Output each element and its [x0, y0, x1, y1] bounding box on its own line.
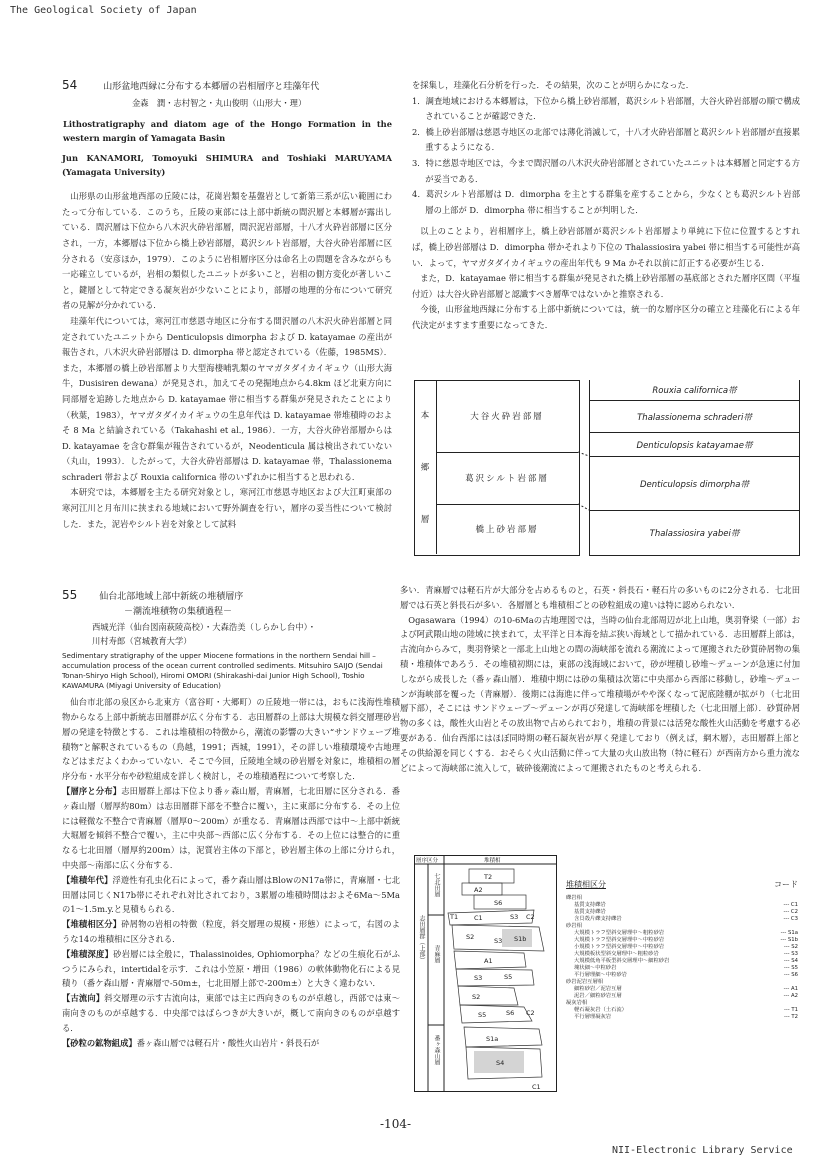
legend-code-header: コード	[774, 880, 798, 889]
legend-label: 含貝殻片礫支持礫岩	[574, 916, 622, 922]
paragraph: 斜交層理の示す古流向は，東部では主に西向きのものが卓越し，西部では東～南向きのものが卓越する．中央部ではばらつきが大きいが，概して南向きのものが卓越する．	[62, 993, 400, 1033]
legend-label: 大規模低角平板型斜交層理中～細粒砂岩	[574, 958, 670, 964]
legend-code: --- S5	[783, 965, 798, 971]
facies-label: C1	[532, 1083, 541, 1091]
facies-label: S1b	[514, 935, 527, 943]
paragraph: 本研究では，本郷層を主たる研究対象とし，寒河江市慈恩寺地区および大江町東部の寒河江川と月布川に挟まれる地域において野外調査を行い，層序の妥当性について検討した．また，泥岩やシルト岩を対象として試料	[62, 487, 392, 529]
legend-label: 細粒砂岩／泥岩互層	[574, 986, 622, 992]
member-label: 葛沢シルト岩部層	[465, 474, 549, 484]
list-item: 2．橋上砂岩部層は慈恩寺地区の北部では薄化消滅して，十八才火砕岩部層と葛沢シルト岩部層が直接累重するようになる．	[412, 126, 800, 153]
section-heading: 【堆積相区分】	[62, 919, 122, 930]
paragraph: 多い．青麻層では軽石片が大部分を占めるものと，石英・斜長石・軽石片の多いものに2分される．七北田層では石英と斜長石が多い．各層層とも堆積相ごとの砂粒組成の違いは特に認められない．	[400, 585, 800, 610]
facies-label: A2	[474, 886, 483, 894]
paragraph: 志田層群上部は下位より番ヶ森山層，青麻層，七北田層に区分される．番ヶ森山層（層厚約80m）は志田層群下部を不整合に覆い，主に東部に分布する．その上位には軽微な不整合で青麻層（層厚0～200m）が重なる．青麻層は西部では中～上部中新統大堀層を傾斜不整合で覆い，主に中央部～西部に広く分布する．その上位には整合的に重なる七北田層（層厚約200m）は，泥質岩主体の下部と，砂岩層主体の上部に分けられ，中央部～南部に広く分布する．	[62, 785, 400, 870]
group-label: 志田層群（上部）	[418, 915, 425, 963]
legend-row	[566, 909, 798, 916]
facies-figure	[414, 855, 800, 1093]
legend-row	[566, 1000, 798, 1007]
legend-row	[566, 972, 798, 979]
diatom-zone: Denticulopsis katayamae帯	[589, 432, 800, 457]
section-heading: 【堆積深度】	[62, 948, 114, 959]
legend-label: 砂岩泥岩互層相	[566, 979, 604, 985]
english-abstract-header: Sedimentary stratigraphy of the upper Miocene formations in the northern Sendai hill – accumulation process of the ocean current controlled sediments. Mitsuhiro SAIJO (Sendai Tonan-Shiryo High School), Hiromi OMORI (Shirakashi-dai Junior High School), Toshio KAWAMURA (Miyagi University of Education)	[62, 651, 383, 691]
legend-code: --- T2	[783, 1014, 798, 1020]
facies-label: T2	[484, 873, 493, 881]
legend-code: --- C1	[783, 902, 798, 908]
list-item: 4．葛沢シルト岩部層は D．dimorpha を主とする群集を産することから，少なくとも葛沢シルト岩部層の上部が D．dimorpha 帯に相当することが判明した．	[412, 189, 800, 215]
legend-row	[566, 902, 798, 909]
paragraph: 以上のことより，岩相層序上，橋上砂岩部層が葛沢シルト岩部層より単純に下位に位置するとすれば，橋上砂岩部層は D．dimorpha 帯かそれより下位の Thalassiosira yabei 帯に相当する可能性が高い．よって，ヤマガタダイカイギュウの産出年代も 9 Ma かそれ以前に訂正する必要が生じる．	[412, 226, 800, 268]
abstract-title: 仙台北部地域上部中新統の堆積層序	[99, 592, 244, 602]
section-heading: 【堆積年代】	[62, 874, 113, 885]
diatom-zone: Thalassionema schraderi帯	[589, 400, 800, 433]
legend-row	[566, 1007, 798, 1014]
legend-label: 小規模トラフ型斜交層理中～中粒砂岩	[574, 944, 665, 950]
journal-header: The Geological Society of Japan	[10, 5, 197, 16]
facies-label: S2	[472, 993, 481, 1001]
legend-code: --- S4	[783, 958, 798, 964]
legend-row	[566, 958, 798, 965]
legend-code: --- T1	[783, 1007, 798, 1013]
legend-label: 基質支持礫岩	[574, 909, 606, 915]
paragraph: 仙台市北部の泉区から北東方（富谷町・大郷町）の丘陵地一帯には，おもに浅海性堆積物からなる上部中新統志田層群が広く分布する．志田層群の上部は大規模な斜交層理砂岩層の発達を特徴とする．これは堆積相の特徴から，潮流の影響の大きい“サンドウェーブ堆積物”と解釈されているもの（鳥越，1991；西城，1991），その詳しい堆積環境や古地理などはまだよくわかっていない．そこで今回，丘陵地全域の砂岩層を対象に，堆積相の層序分布・水平分布や砂粒組成を詳しく検討し，その堆積過程について考察した．	[62, 697, 400, 782]
formation-char: 郷	[420, 463, 430, 473]
member-label: 大谷火砕岩部層	[470, 412, 544, 422]
legend-label: 軽石凝灰岩（土石流）	[574, 1007, 627, 1013]
legend-label: 砂岩相	[566, 923, 582, 929]
page-number: -104-	[380, 1117, 412, 1131]
facies-label: T1	[450, 913, 459, 921]
section-heading: 【層序と分布】	[62, 785, 122, 796]
section-heading: 【砂粒の鉱物組成】	[62, 1037, 137, 1048]
formation-label: 七北田層	[433, 873, 440, 897]
library-footer: NII-Electronic Library Service	[612, 1145, 793, 1156]
facies-label: S2	[466, 933, 475, 941]
formation-label: 番ヶ森山層	[433, 1035, 440, 1065]
facies-legend	[566, 879, 798, 1021]
facies-label: S3	[494, 937, 503, 945]
facies-label: S6	[506, 1009, 515, 1017]
legend-label: 基質支持礫岩	[574, 902, 606, 908]
diatom-zone: Thalassiosira yabei帯	[589, 510, 800, 556]
legend-row	[566, 937, 798, 944]
english-title: Lithostratigraphy and diatom age of the Hongo Formation in the western margin of Yamagata Basin	[63, 119, 392, 144]
paragraph: 番ヶ森山層では軽石片・酸性火山岩片・斜長石が	[136, 1037, 320, 1048]
legend-code: --- S1b	[780, 937, 798, 943]
facies-label: C2	[526, 913, 535, 921]
english-authors: Jun KANAMORI, Tomoyuki SHIMURA and Toshiaki MARUYAMA (Yamagata University)	[62, 153, 392, 178]
column-header: 層序区分	[416, 858, 439, 864]
facies-label: S6	[494, 899, 503, 907]
legend-label: 礫岩相	[566, 895, 582, 901]
paragraph: Ogasawara（1994）の10-6Maの古地理図では，当時の仙台北部周辺が北上山地，奥羽脊梁（一部）および阿武隈山地の陸域に挟まれて，太平洋と日本海を結ぶ狭い海域として描かれている．志田層群上部は，古流向からみて，奥羽脊梁と一部北上山地との間の海峡部を流れる潮流によって運搬された砂質砕屑物の集積・堆積体であろう．その堆積初期には，東部の浅海域において，砂が埋積し砂堆～デューンが急速に付加しながら成長した（番ヶ森山層）．堆積中期には砂の集積は次第に中央部から西部に移動し，砂堆～デューンが海峡部を覆った（青麻層）．後期には海進に伴って堆積場がやや深くなって泥底陸棚が拡がり（七北田層下部），そこには サンドウェーブ～デューンが再び発達して海峡部を埋積した（七北田層上部）．砂質砕屑物の多くは，酸性火山岩とその放出物で占められており，堆積の背景には活発な酸性火山活動を考慮する必要がある．仙台西部にはほぼ同時期の軽石凝灰岩が厚く発達しており（例えば，網木層），志田層群上部とその供給源を同じくする．おそらく火山活動に伴って大量の火山放出物（特に軽石）が西南方から重力流などによって海峡部に流入して，破砕後潮流によって運搬されたものと考えられる．	[400, 614, 800, 773]
legend-code: --- A2	[783, 993, 798, 999]
abstract-subtitle: －潮流堆積物の集積過程－	[124, 606, 233, 617]
facies-label: S1a	[486, 1035, 499, 1043]
legend-row	[566, 979, 798, 986]
legend-row	[566, 895, 798, 902]
facies-label: S3	[474, 974, 483, 982]
correlation-lines	[578, 380, 590, 556]
formation-char: 本	[420, 411, 430, 421]
paragraph: また，D．katayamae 帯に相当する群集が発見された橋上砂岩部層の基底部とされた層序区間（平塩付近）は大谷火砕岩部層と認識すべき層準ではないかと推察される．	[412, 273, 800, 299]
legend-row	[566, 930, 798, 937]
abstract-number: 54	[62, 78, 78, 92]
legend-code: --- A1	[783, 986, 798, 992]
legend-code: --- C3	[783, 916, 798, 922]
legend-row	[566, 1014, 798, 1021]
legend-label: 大規模トラフ型斜交層理中～中粒砂岩	[574, 937, 665, 943]
legend-row	[566, 951, 798, 958]
abstract-title: 山形盆地西縁に分布する本郷層の岩相層序と珪藻年代	[103, 82, 320, 92]
paragraph: 山形県の山形盆地西部の丘陵には，花崗岩類を基盤岩として新第三系が広い範囲にわたって分布している．このうち，丘陵の東部には上部中新統の間沢層と本郷層が露出している．間沢層は下位から八木沢火砕岩部層，間沢泥岩部層，十八才火砕岩部層に区分され，一方，本郷層は下位から橋上砂岩部層，葛沢シルト岩部層，大谷火砕岩部層に区分される（安彦ほか，1979）．このように岩相層序区分は命名上の問題を含みながらも一応確立しているが，岩相の類似したユニットが多いこと，岩相の側方変化が著しいこと，鍵層として特定できる凝灰岩が少ないことにより，部層の地理的分布について研究者の見解が分かれている．	[62, 191, 392, 311]
facies-label: S5	[504, 973, 513, 981]
legend-code: --- S1a	[780, 930, 798, 936]
legend-code: --- S3	[783, 951, 798, 957]
section-heading: 【古流向】	[62, 993, 105, 1004]
paragraph: 浮遊性有孔虫化石によって，番ケ森山層はBlowのN17a帯に，青麻層・七北田層は同じくN17b帯にそれぞれ対比されており，3累層の堆積時間はおよそ6Ma～5Maの1～1.5m.y.と見積もられる．	[62, 874, 400, 915]
paragraph: 砂岩層には全般に，Thalassinoides, Ophiomorpha？などの生痕化石がふつうにみられ，intertidalを示す．これは小笠原・増田（1986）の軟体動物化石による見積り（番ケ森山層・青麻層で-50m±，七北田層上部で-200m±）と大きく違わない．	[62, 948, 400, 989]
legend-label: 大規模板状型斜交層理中～粗粒砂岩	[574, 951, 659, 957]
list-item: 3．特に慈恩寺地区では，今まで間沢層の八木沢火砕岩部層とされていたユニットは本郷層と同定する方が妥当である．	[412, 157, 800, 184]
legend-code: --- C2	[783, 909, 798, 915]
abstract-55-right	[400, 583, 800, 775]
abstract-authors: 西城光洋（仙台図南萩陵高校）・大森浩美（しらかし台中）・	[92, 621, 317, 632]
paragraph: 珪藻年代については，寒河江市慈恩寺地区に分布する間沢層の八木沢火砕岩部層と同定されていたユニットから Denticulopsis dimorpha および D. katayamae の産出が報告され，八木沢火砕岩部層は D. dimorpha 帯と認定されている（佐藤，1985MS）．また，本郷層の橋上砂岩部層より大型海棲哺乳類のヤマガタダイカイギュウ（山形大海牛，Dusisiren dewana）が発見され，加えてその発掘地点から4.8km ほど北東方向に同部層を追跡した地点から D. katayamae 帯に相当する群集が発見されたことにより（秋葉，1983），ヤマガタダイカイギュウの生息年代は D. katayamae 帯堆積時のおよそ 8 Ma と結論されている（Takahashi et al., 1986）．一方，大谷火砕岩部層からは D. katayamae を含む群集が報告されているが，Neodenticula 属は検出されていない（丸山，1993）．したがって，大谷火砕岩部層は D. katayamae 帯，Thalassionema schraderi 帯および Rouxia californica 帯のいずれかに相当すると思われる．	[62, 315, 392, 482]
stratigraphy-table	[414, 380, 800, 556]
paragraph: 今後，山形盆地西縁に分布する上部中新統については，統一的な層序区分の確立と珪藻化石による年代決定がますます重要になってきた．	[412, 304, 800, 330]
legend-title: 堆積相区分	[566, 880, 606, 889]
list-item: 1．調査地域における本郷層は，下位から橋上砂岩部層，葛沢シルト岩部層，大谷火砕岩部層の順で構成されていることが確認できた．	[412, 95, 800, 122]
facies-label: C1	[474, 914, 483, 922]
legend-label: 塊状細～中粒砂岩	[574, 965, 617, 971]
abstract-54-left	[62, 78, 392, 532]
abstract-authors: 金森 潤・志村智之・丸山俊明（山形大・理）	[132, 97, 307, 108]
facies-label: S4	[496, 1059, 505, 1067]
legend-row	[566, 986, 798, 993]
member-label: 橋上砂岩部層	[475, 525, 539, 535]
facies-label: C2	[526, 1009, 535, 1017]
legend-row	[566, 916, 798, 923]
formation-label: 青麻層	[433, 945, 440, 963]
column-header: 堆積相	[484, 858, 501, 864]
abstract-number: 55	[62, 588, 78, 602]
legend-label: 大規模トラフ型斜交層理中～粗粒砂岩	[574, 930, 665, 936]
abstract-54-right	[412, 78, 800, 334]
legend-label: 平行層理凝灰岩	[574, 1014, 612, 1020]
facies-label: A1	[484, 957, 493, 965]
abstract-55-left	[62, 588, 400, 1050]
diatom-zone: Denticulopsis dimorpha帯	[589, 456, 800, 511]
paragraph: を採集し，珪藻化石分析を行った．その結果，次のことが明らかになった．	[412, 80, 695, 90]
facies-label: S5	[478, 1011, 487, 1019]
formation-char: 層	[420, 515, 430, 525]
legend-code: --- S6	[783, 972, 798, 978]
legend-row	[566, 923, 798, 930]
facies-label: S3	[510, 913, 519, 921]
legend-row	[566, 965, 798, 972]
legend-row	[566, 993, 798, 1000]
legend-label: 平行層理細～中粒砂岩	[574, 972, 627, 978]
paragraph: 砕屑物の岩相の特徴（粒度，斜交層理の規模・形態）によって，右図のような14の堆積相に区分される．	[62, 919, 400, 944]
abstract-authors: 川村寿郎（宮城教育大学）	[92, 636, 192, 647]
legend-row	[566, 944, 798, 951]
legend-code: --- S2	[783, 944, 798, 950]
legend-label: 凝灰岩相	[566, 1000, 588, 1006]
diatom-zone: Rouxia californica帯	[589, 380, 800, 400]
legend-label: 泥岩／細粒砂岩互層	[574, 993, 622, 999]
